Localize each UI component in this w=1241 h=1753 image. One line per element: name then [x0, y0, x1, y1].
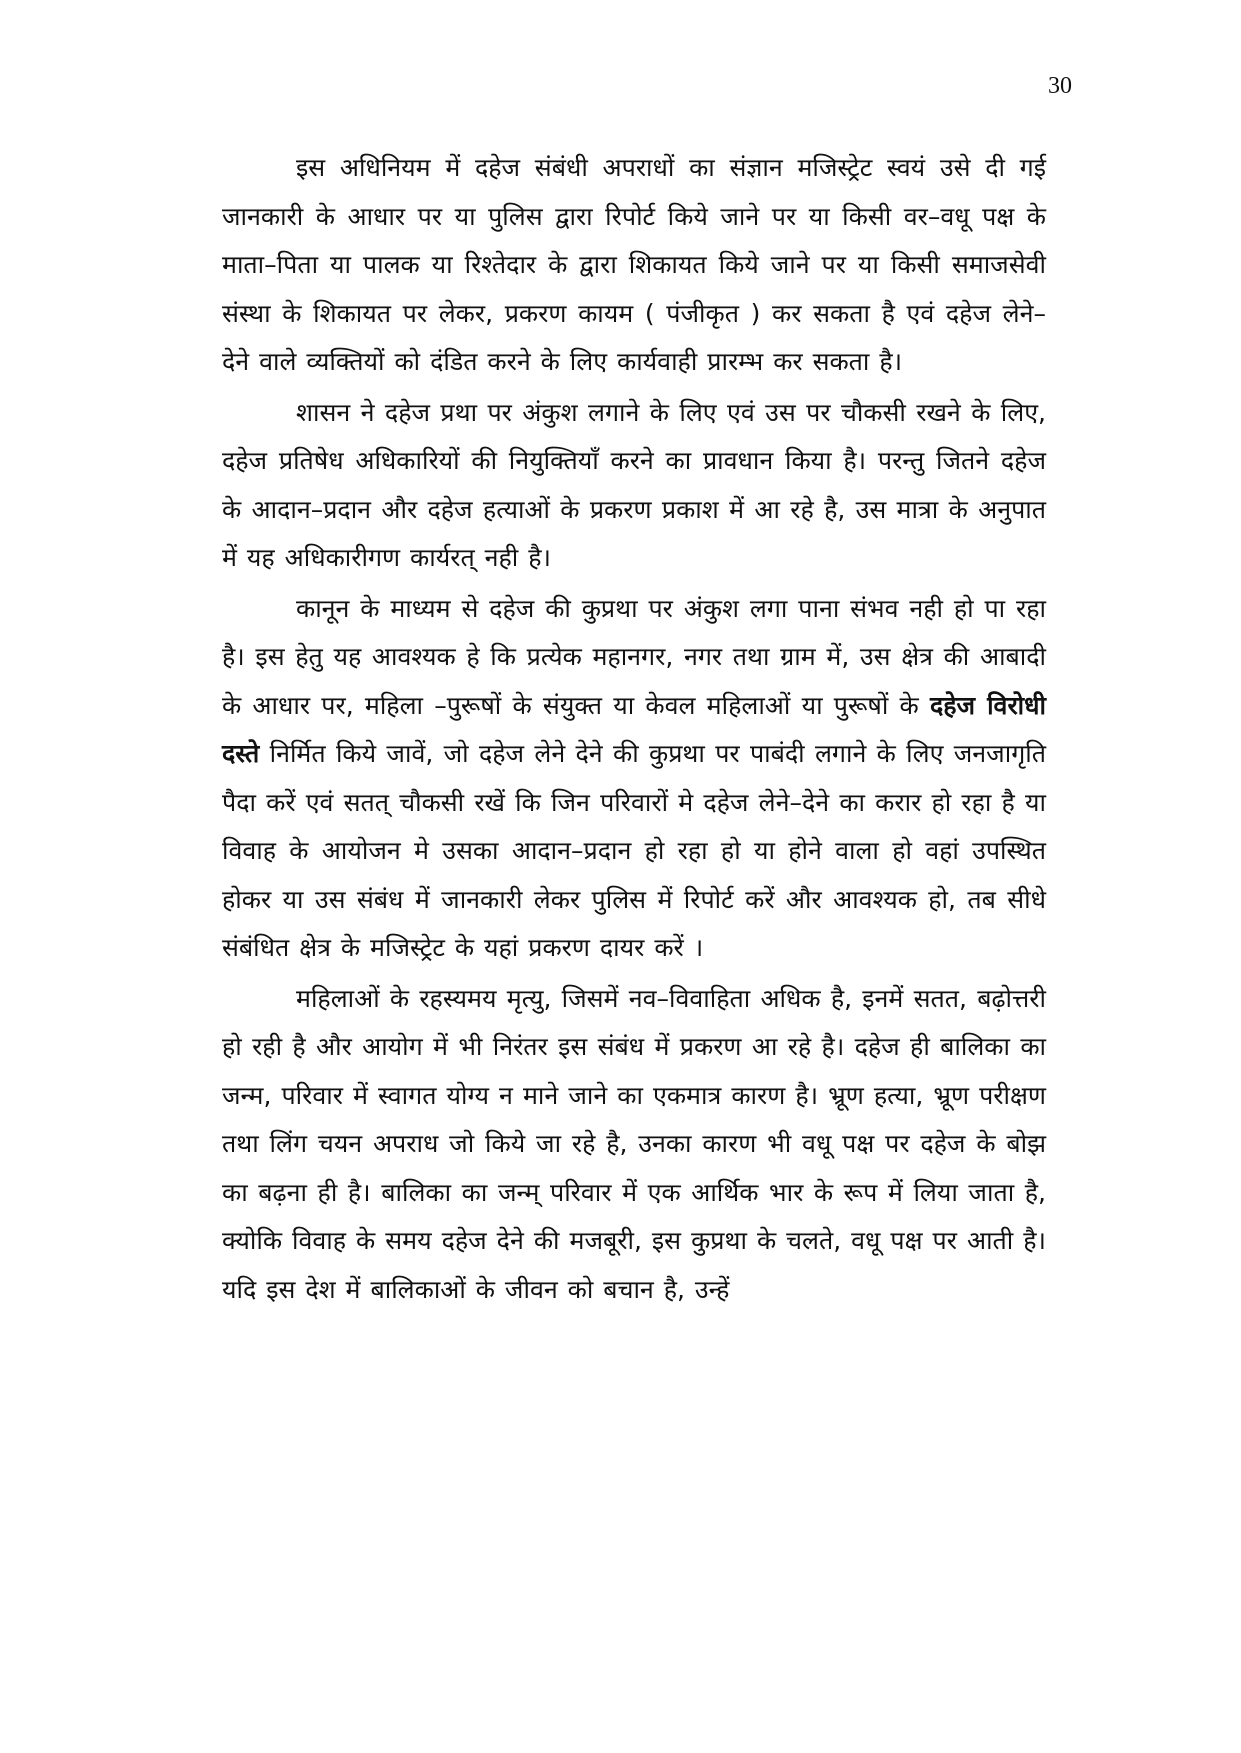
anti-dowry-squad-phrase: दहेज विरोधी दस्ते	[222, 690, 1046, 768]
paragraph-dowry-officers: शासन ने दहेज प्रथा पर अंकुश लगाने के लिए एवं उस पर चौकसी रखने के लिए, दहेज प्रतिषेध अधिकारियों की नियुक्तियाँ करने का प्रावधान किया है। परन्तु जितने दहेज के आदान–प्रदान और दहेज हत्याओं के प्रकरण प्रकाश में आ रहे है, उस मात्रा के अनुपात में यह अधिकारीगण कार्यरत् नही है।	[222, 397, 1046, 572]
paragraph-anti-dowry-squads-text-start: कानून के माध्यम से दहेज की कुप्रथा पर अंकुश लगा पाना संभव नही हो पा रहा है। इस हेतु यह आवश्यक हे कि प्रत्येक महानगर, नगर तथा ग्राम में, उस क्षेत्र की आबादी के आधार पर, महिला –पुरूषों के संयुक्त या केवल महिलाओं या पुरूषों के	[222, 593, 1046, 720]
paragraph-anti-dowry-squads	[222, 585, 1046, 973]
paragraph-mysterious-deaths: महिलाओं के रहस्यमय मृत्यु, जिसमें नव–विवाहिता अधिक है, इनमें सतत, बढ़ोत्तरी हो रही है और आयोग में भी निरंतर इस संबंध में प्रकरण आ रहे है। दहेज ही बालिका का जन्म, परिवार में स्वागत योग्य न माने जाने का एकमात्र कारण है। भ्रूण हत्या, भ्रूण परीक्षण तथा लिंग चयन अपराध जो किये जा रहे है, उनका कारण भी वधू पक्ष पर दहेज के बोझ का बढ़ना ही है। बालिका का जन्म् परिवार में एक आर्थिक भार के रूप में लिया जाता है, क्योकि विवाह के समय दहेज देने की मजबूरी, इस कुप्रथा के चलते, वधू पक्ष पर आती है। यदि इस देश में बालिकाओं के जीवन को बचान है, उन्हें	[222, 983, 1046, 1304]
paragraph-anti-dowry-squads-text-end: निर्मित किये जावें, जो दहेज लेने देने की कुप्रथा पर पाबंदी लगाने के लिए जनजागृति पैदा करें एवं सतत् चौकसी रखें कि जिन परिवारों मे दहेज लेने–देने का करार हो रहा है या विवाह के आयोजन मे उसका आदान–प्रदान हो रहा हो या होने वाला हो वहां उपस्थित होकर या उस संबंध में जानकारी लेकर पुलिस में रिपोर्ट करें और आवश्यक हो, तब सीधे संबंधित क्षेत्र के मजिस्ट्रेट के यहां प्रकरण दायर करें ।	[222, 739, 1046, 962]
body-text	[222, 144, 1046, 1314]
page-number: 30	[1048, 73, 1072, 99]
paragraph-cognizance: इस अधिनियम में दहेज संबंधी अपराधों का संज्ञान मजिस्ट्रेट स्वयं उसे दी गई जानकारी के आधार पर या पुलिस द्वारा रिपोर्ट किये जाने पर या किसी वर–वधू पक्ष के माता–पिता या पालक या रिश्तेदार के द्वारा शिकायत किये जाने पर या किसी समाजसेवी संस्था के शिकायत पर लेकर, प्रकरण कायम ( पंजीकृत ) कर सकता है एवं दहेज लेने–देने वाले व्यक्तियों को दंडित करने के लिए कार्यवाही प्रारम्भ कर सकता है।	[222, 153, 1046, 376]
